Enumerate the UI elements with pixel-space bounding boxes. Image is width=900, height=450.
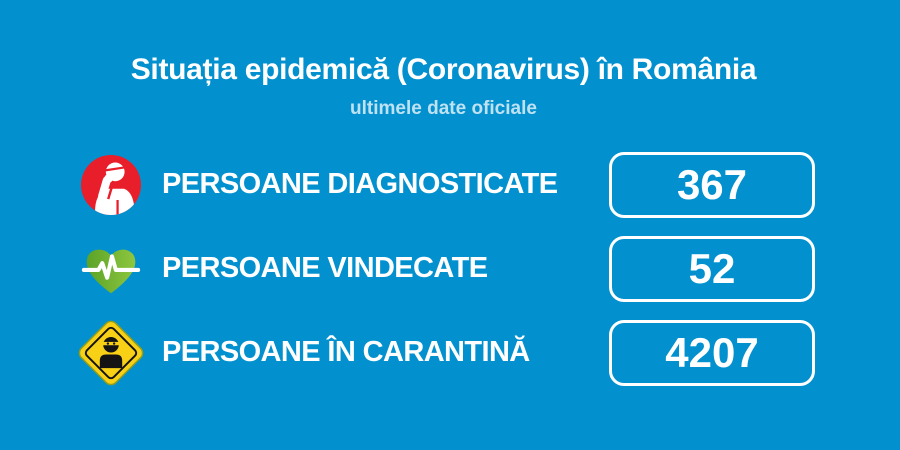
stat-value-box-quarantined: [609, 320, 815, 386]
stat-label-recovered: PERSOANE VINDECATE: [162, 252, 488, 285]
heart-pulse-icon: [72, 238, 150, 300]
stat-label-diagnosed: PERSOANE DIAGNOSTICATE: [162, 168, 558, 201]
stat-value-recovered: 52: [688, 244, 736, 292]
stats-list: [72, 149, 815, 389]
stat-value-box-diagnosed: [609, 152, 815, 218]
stat-value-diagnosed: 367: [676, 160, 748, 208]
page-subtitle: ultimele date oficiale: [350, 98, 537, 119]
stat-label-quarantined: PERSOANE ÎN CARANTINĂ: [162, 336, 530, 369]
quarantine-warning-sign-icon: [72, 318, 150, 388]
coughing-person-icon: [72, 155, 150, 215]
stat-value-quarantined: 4207: [665, 328, 759, 376]
stat-row-recovered: [72, 233, 815, 305]
header: [72, 52, 815, 121]
page-title: Situația epidemică (Coronavirus) în România: [130, 53, 757, 86]
stat-row-diagnosed: [72, 149, 815, 221]
stat-value-box-recovered: [609, 236, 815, 302]
stat-row-quarantined: [72, 317, 815, 389]
